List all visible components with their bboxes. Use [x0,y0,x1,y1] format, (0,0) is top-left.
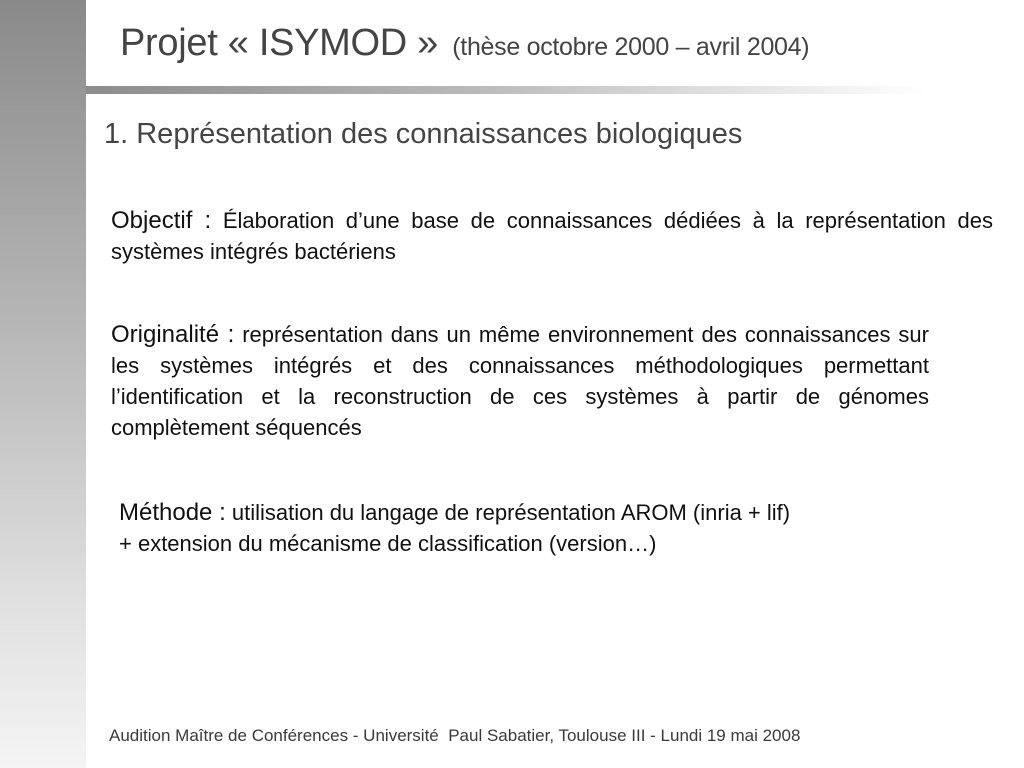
slide-title [120,22,809,65]
methode-paragraph [119,497,939,559]
originalite-paragraph [111,319,929,443]
slide-footer: Audition Maître de Conférences - Université Paul Sabatier, Toulouse III - Lundi 19 mai 2008 [109,726,801,745]
slide-title-main: Projet « ISYMOD » [120,22,439,64]
objectif-label: Objectif : [111,207,212,234]
slide-title-subtitle: (thèse octobre 2000 – avril 2004) [452,33,810,61]
methode-text-line2: + extension du mécanisme de classification (version…) [119,531,657,556]
title-underline [86,86,926,94]
methode-text-line1: utilisation du langage de représentation AROM (inria + lif) [231,500,791,525]
objectif-paragraph [111,205,993,267]
originalite-text: représentation dans un même environnement des connaissances sur les systèmes intégrés et des connaissances méthodologiques permettant l’identification et la reconstruction de ces systèmes à partir de génomes complètement séquencés [111,322,929,440]
side-gradient-band [0,0,86,768]
objectif-text: Élaboration d’une base de connaissances dédiées à la représentation des systèmes intégrés bactériens [111,208,993,264]
methode-label: Méthode : [119,499,226,526]
originalite-label: Originalité : [111,321,235,348]
section-title: 1. Représentation des connaissances biologiques [104,118,743,150]
